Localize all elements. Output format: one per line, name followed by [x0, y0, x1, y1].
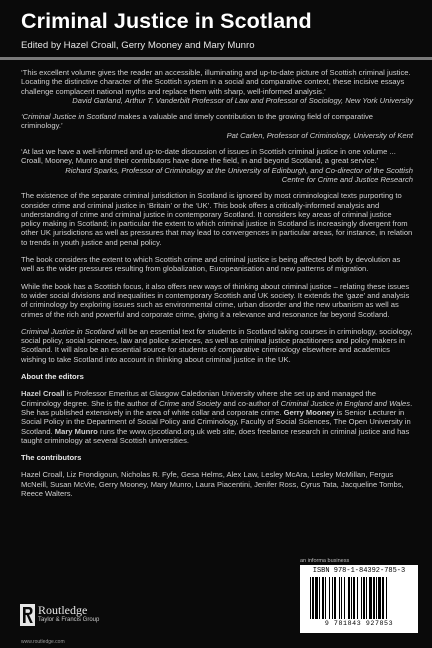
audience-paragraph — [21, 327, 413, 364]
about-editors-text — [21, 389, 413, 445]
barcode-bar — [369, 577, 372, 619]
description-paragraph: The existence of the separate criminal jurisdiction in Scotland is ignored by most criminological texts purporting to consider crime and criminal justice in ‘Britain’ or the ‘UK’. This book offers a critically-informed analysis and understanding of crime and criminal justice in contemporary Scotland. It considers key areas of criminal justice policy making in Scotland; in particular the extent to which criminal justice in Scotland is increasingly divergent from other UK jurisdictions as well as pressures that may lead to convergences in particular areas, for instance, in relation to trends in youth justice and penal policy. — [21, 191, 413, 247]
endorsement-sparks — [21, 147, 413, 184]
contributors-heading: The contributors — [21, 453, 82, 463]
barcode-bar — [382, 577, 384, 619]
endorsement-text — [21, 112, 413, 131]
publisher-name: Routledge — [38, 603, 88, 617]
editor-name: Gerry Mooney — [283, 407, 335, 417]
endorsement-text: ‘This excellent volume gives the reader an accessible, illuminating and up-to-date picture of Scottish criminal justice. Locating the distinctive character of the Scottish system in a social and comparative context, these incisive essays challenge complacent national myths and replace them with sharp, well-informed analysis.’ — [21, 68, 411, 96]
barcode-bar — [363, 577, 365, 619]
blurb-body — [21, 68, 413, 506]
endorsement-attribution-line2: Centre for Crime and Justice Research — [281, 174, 413, 184]
publisher-url: www.routledge.com — [21, 639, 65, 645]
barcode-bar — [325, 577, 326, 619]
endorsement-text-rest: makes a valuable and timely contribution to the growing field of comparative criminology.’ — [21, 112, 374, 131]
book-title-inline: ‘Criminal Justice in Scotland — [21, 112, 116, 122]
barcode-bar — [373, 577, 375, 619]
book-reference: Crime and Society — [159, 398, 222, 408]
endorsement-attribution: Richard Sparks, Professor of Criminology at the University of Edinburgh, and Co-director of the Scottish — [65, 165, 413, 175]
barcode-bar — [312, 577, 314, 619]
audience-text: will be an essential text for students in Scotland taking courses in criminology, sociology, social policy, social sciences, law and police sciences, as well as criminal justice practitioners and policy makers in Scotland. It will also be an essential source for students of comparative criminology elsewhere and academics wishing to take Scotland into account in thinking about criminal justice in the UK. — [21, 326, 413, 364]
barcode-bar — [361, 577, 362, 619]
editor-bio: is Professor Emeritus at Glasgow Caledonian University where she set up and managed the Criminology degree. She is the author of — [21, 389, 376, 408]
book-title-inline: Criminal Justice in Scotland — [21, 326, 115, 336]
endorsement-text: ‘At last we have a well-informed and up-to-date discussion of issues in Scottish criminal justice in one volume ... Croall, Mooney, Munro and their contributors have done the field, in and beyond Scotland, a great service.’ — [21, 147, 396, 166]
barcode-block — [300, 565, 418, 633]
description-paragraph: The book considers the extent to which Scottish crime and criminal justice is being affected both by devolution as well as the wider pressures resulting from globalization, Europeanisation and new patterns of migration. — [21, 255, 401, 274]
endorsement-attribution: Pat Carlen, Professor of Criminology, University of Kent — [226, 130, 413, 140]
editor-bio: and co-author of — [221, 398, 281, 408]
editor-name: Mary Munro — [54, 426, 98, 436]
barcode-digits: 9 781843 927853 — [324, 620, 394, 627]
editor-bio: is Senior Lecturer in Social Policy in the Department of Social Policy and Criminology, Faculty of Social Sciences, The Open University in Scotland. — [21, 407, 411, 436]
description-paragraph: While the book has a Scottish focus, it also offers new ways of thinking about criminal justice – relating these issues to wider social divisions and inequalities in contemporary Scottish and UK society. It extends the ‘gaze’ and analysis of criminology by exploring issues such as environmental crime, urban disorder and the new urbanism as well as crimes of the rich and powerful and corporate crime, giving it a relevance and resonance far beyond Scotland. — [21, 281, 410, 319]
endorsement-attribution: David Garland, Arthur T. Vanderbilt Professor of Law and Professor of Sociology, New York University — [72, 95, 413, 105]
header-divider — [0, 57, 432, 60]
barcode-bar — [319, 577, 320, 619]
barcode-bar — [339, 577, 340, 619]
editors-line: Edited by Hazel Croall, Gerry Mooney and Mary Munro — [21, 40, 255, 51]
routledge-r-logo-icon — [20, 604, 35, 626]
barcode-bar — [344, 577, 345, 619]
barcode-bar — [332, 577, 333, 619]
barcode-bar — [378, 577, 381, 619]
barcode-bar — [376, 577, 377, 619]
isbn-label: ISBN 978-1-84392-785-3 — [312, 567, 406, 575]
barcode-bar — [353, 577, 355, 619]
editor-name: Hazel Croall — [21, 389, 65, 399]
barcode-bar — [310, 577, 311, 619]
barcode-bar — [351, 577, 352, 619]
book-reference: Criminal Justice in England and Wales — [280, 398, 411, 408]
barcode-bar — [366, 577, 367, 619]
book-title: Criminal Justice in Scotland — [21, 9, 312, 33]
barcode-bars — [310, 577, 408, 619]
barcode-bar — [334, 577, 336, 619]
informa-tagline: an informa business — [300, 558, 350, 564]
editor-bio: . She has published extensively in the area of white collar and corporate crime. — [21, 398, 413, 417]
contributors-list: Hazel Croall, Liz Frondigoun, Nicholas R. Fyfe, Gesa Helms, Alex Law, Lesley McAra, Lesley McMillan, Fergus McNeill, Susan McVie, Gerry Mooney, Mary Munro, Laura Piacentini, Jenifer Ross, Cyrus Tata, Jacqueline Tombs, Reece Walters. — [21, 470, 404, 498]
endorsement-garland — [21, 68, 413, 105]
barcode-bar — [357, 577, 358, 619]
barcode-bar — [322, 577, 324, 619]
barcode-bar — [341, 577, 342, 619]
barcode-bar — [329, 577, 330, 619]
barcode-bar — [348, 577, 350, 619]
barcode-bar — [315, 577, 318, 619]
endorsement-carlen — [21, 112, 413, 140]
barcode-bar — [386, 577, 387, 619]
editor-bio: runs the www.cjscotland.org.uk web site, does freelance research in criminal justice and has taught criminology at several Scottish universities. — [21, 426, 410, 445]
publisher-group: Taylor & Francis Group — [38, 617, 100, 623]
about-editors-heading: About the editors — [21, 372, 84, 382]
